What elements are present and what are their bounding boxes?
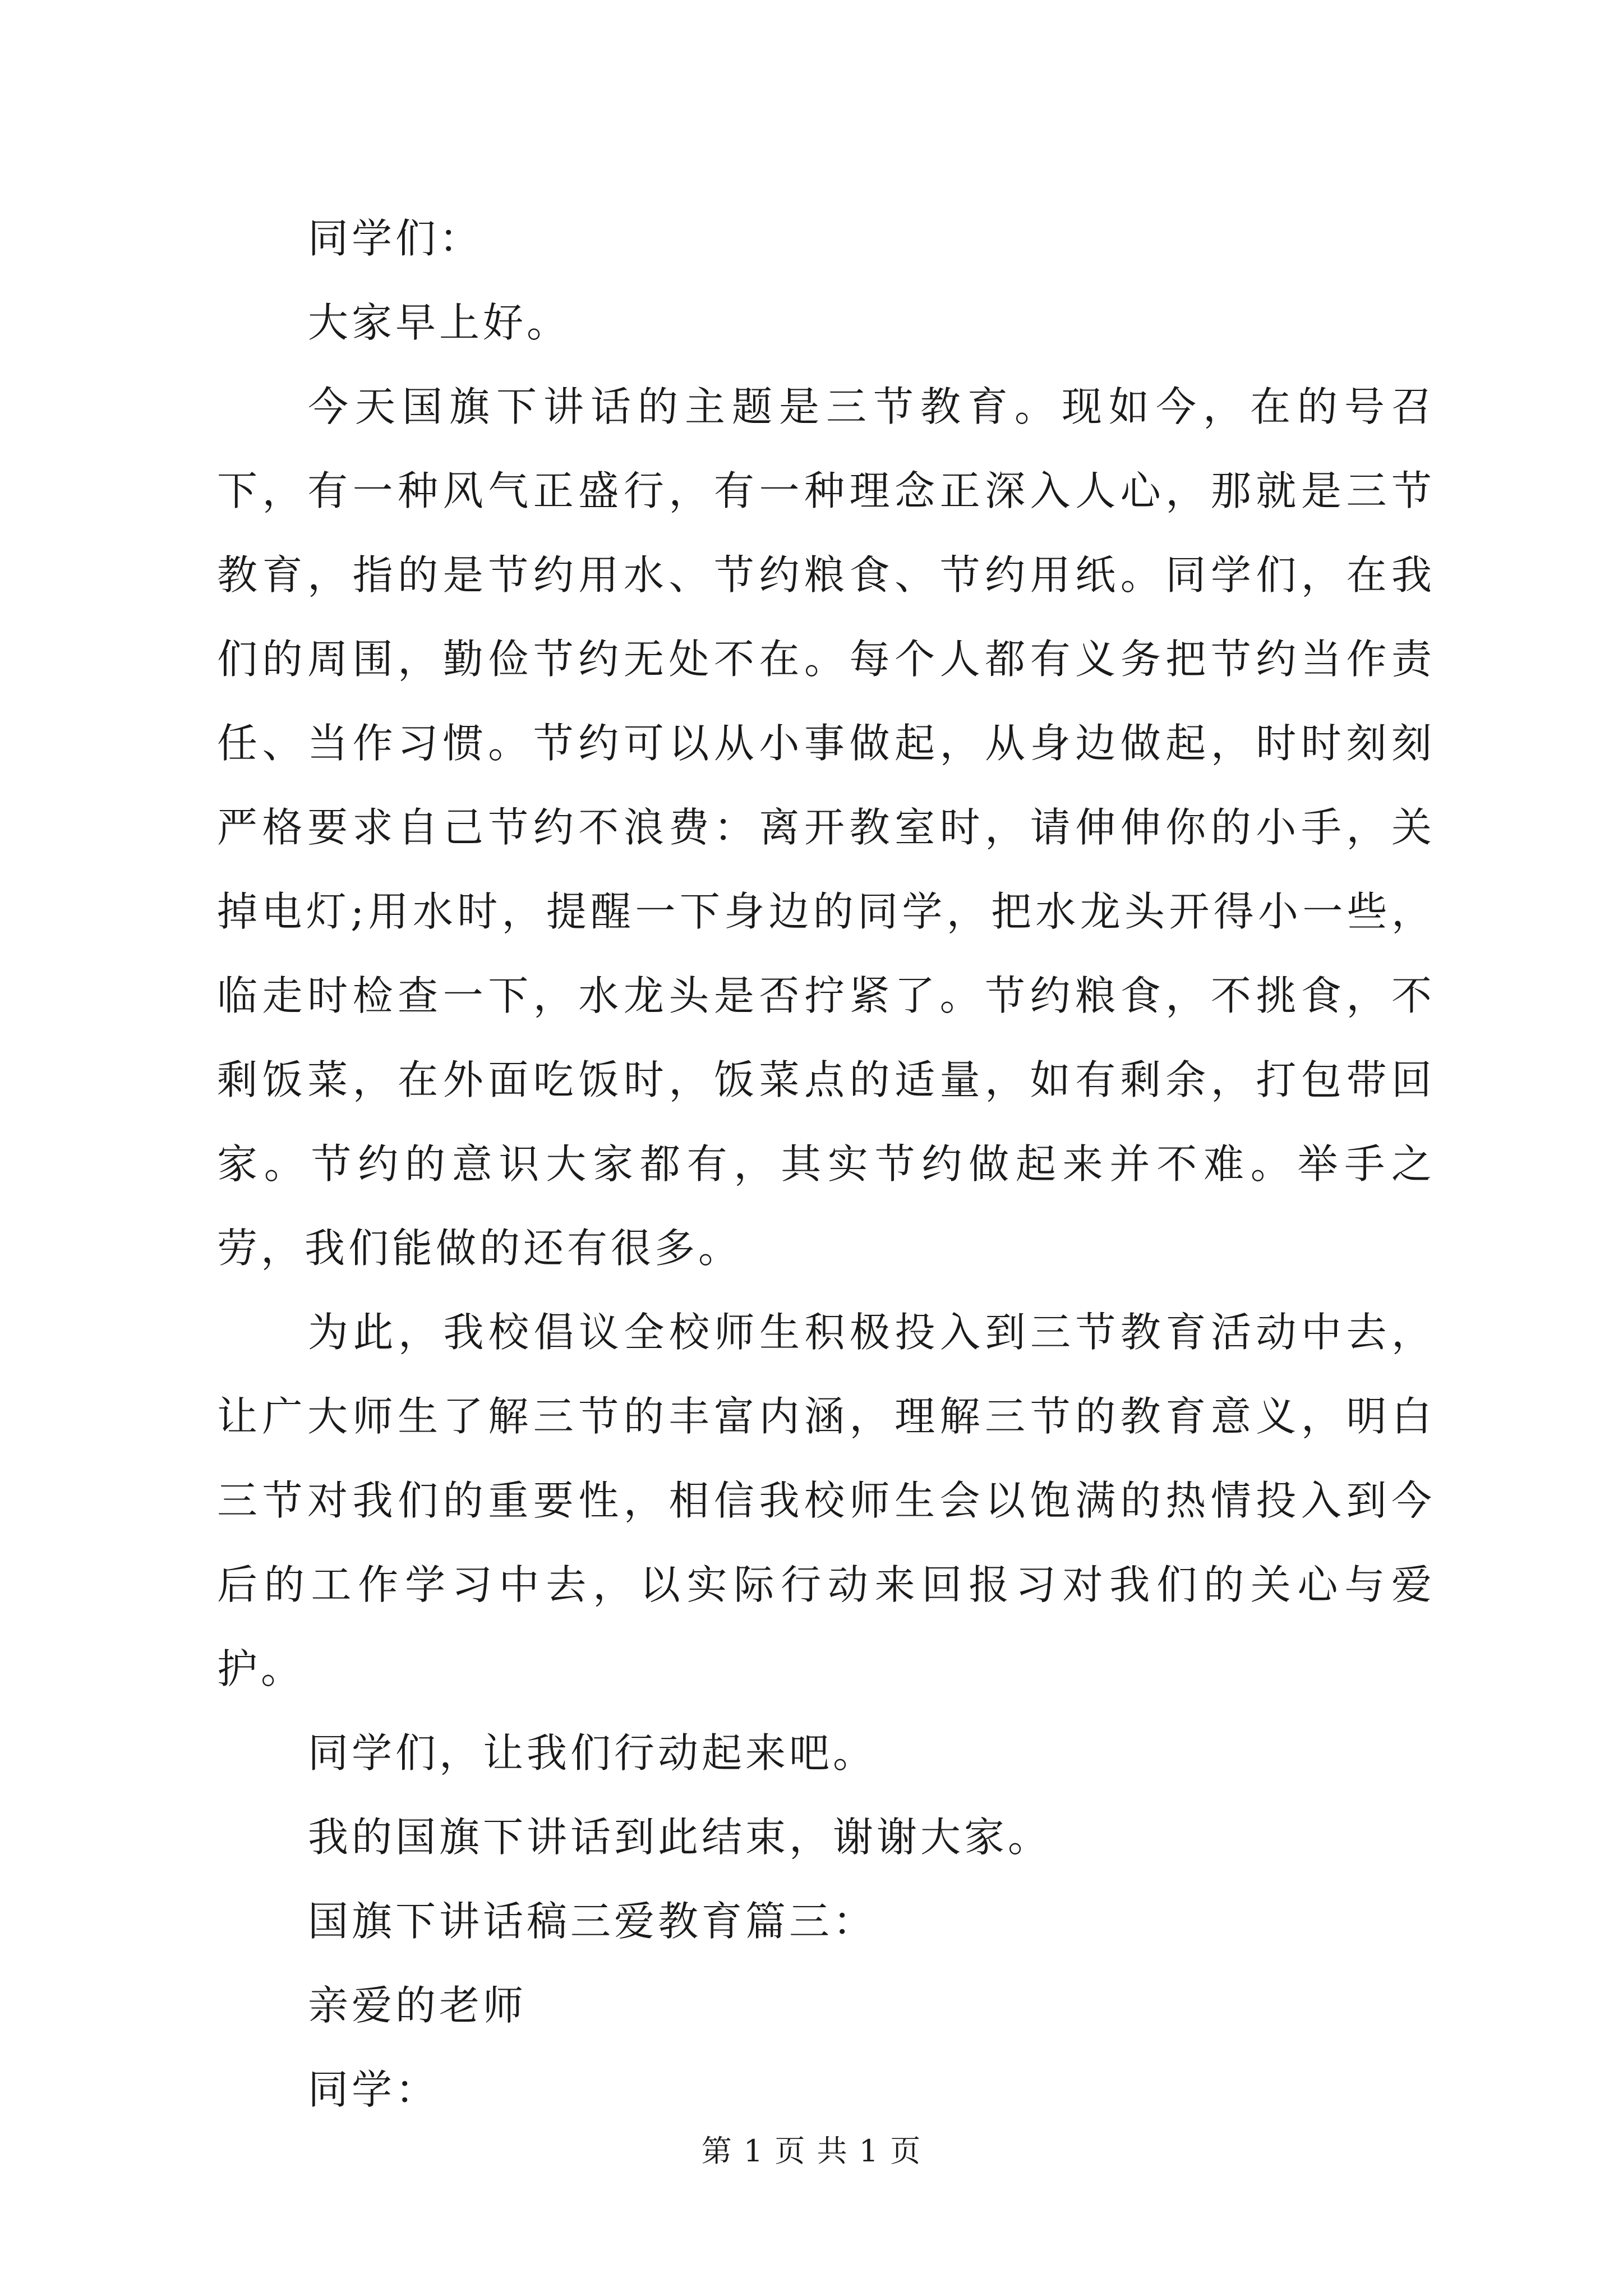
paragraph-call-to-action: 同学们，让我们行动起来吧。: [308, 1729, 877, 1777]
paragraph-initiative: 为此，我校倡议全校师生积极投入到三节教育活动中去，让广大师生了解三节的丰富内涵，理解三节的教育意义，明白三节对我们的重要性，相信我校师生会以饱满的热情投入到今后的工作学习中去，以实际行动来回报习对我们的关心与爱护。: [217, 1309, 1435, 1692]
salutation-teachers: 亲爱的老师: [308, 1982, 527, 2029]
salutation-students: 同学：: [308, 2066, 440, 2113]
paragraph-closing: 我的国旗下讲话到此结束，谢谢大家。: [308, 1814, 1052, 1861]
document-body: [217, 196, 1435, 2132]
section-heading: 国旗下讲话稿三爱教育篇三：: [308, 1898, 877, 1945]
salutation: 同学们：: [308, 215, 483, 262]
page-footer: [0, 2132, 1623, 2171]
greeting: 大家早上好。: [308, 299, 571, 346]
page-number: 第 1 页 共 1 页: [701, 2133, 922, 2169]
paragraph-topic: 今天国旗下讲话的主题是三节教育。现如今，在的号召下，有一种风气正盛行，有一种理念正深入人心，那就是三节教育，指的是节约用水、节约粮食、节约用纸。同学们，在我们的周围，勤俭节约无处不在。每个人都有义务把节约当作责任、当作习惯。节约可以从小事做起，从身边做起，时时刻刻严格要求自己节约不浪费：离开教室时，请伸伸你的小手，关掉电灯;用水时，提醒一下身边的同学，把水龙头开得小一些，临走时检查一下，水龙头是否拧紧了。节约粮食，不挑食，不剩饭菜，在外面吃饭时，饭菜点的适量，如有剩余，打包带回家。节约的意识大家都有，其实节约做起来并不难。举手之劳，我们能做的还有很多。: [217, 383, 1435, 1272]
